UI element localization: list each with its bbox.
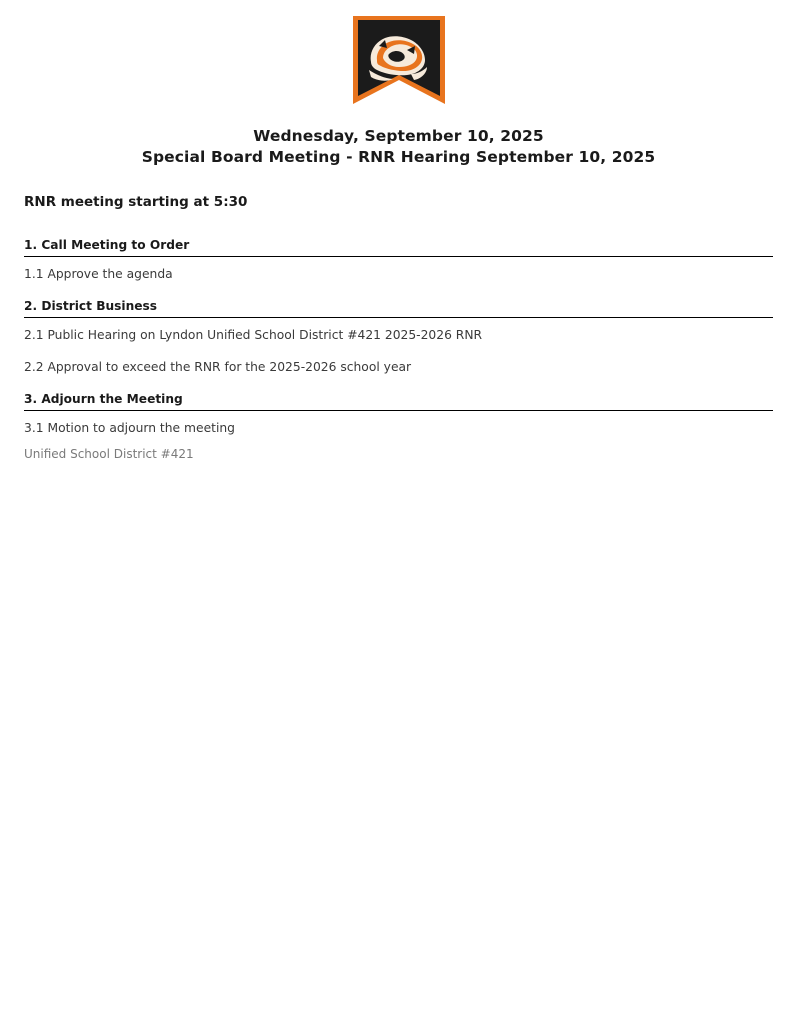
district-note: Unified School District #421: [24, 446, 194, 461]
meeting-start-note: RNR meeting starting at 5:30: [24, 193, 248, 210]
agenda-section-2: [24, 299, 773, 376]
agenda-item: 1.1 Approve the agenda: [24, 266, 173, 281]
lyndon-tigers-banner-icon: [347, 14, 451, 108]
section-heading: 3. Adjourn the Meeting: [24, 392, 773, 411]
section-heading: 1. Call Meeting to Order: [24, 238, 773, 257]
page-title: [0, 126, 797, 168]
section-heading: 2. District Business: [24, 299, 773, 318]
agenda-section-1: [24, 238, 773, 283]
agenda-content: [0, 194, 797, 461]
meeting-name: Special Board Meeting - RNR Hearing September 10, 2025: [141, 147, 656, 166]
agenda-item: 3.1 Motion to adjourn the meeting: [24, 420, 235, 435]
meeting-date: Wednesday, September 10, 2025: [253, 127, 544, 145]
agenda-section-3: [24, 392, 773, 461]
agenda-item: 2.1 Public Hearing on Lyndon Unified School District #421 2025-2026 RNR: [24, 327, 483, 342]
agenda-item: 2.2 Approval to exceed the RNR for the 2025-2026 school year: [24, 359, 412, 374]
logo-container: [0, 0, 797, 108]
